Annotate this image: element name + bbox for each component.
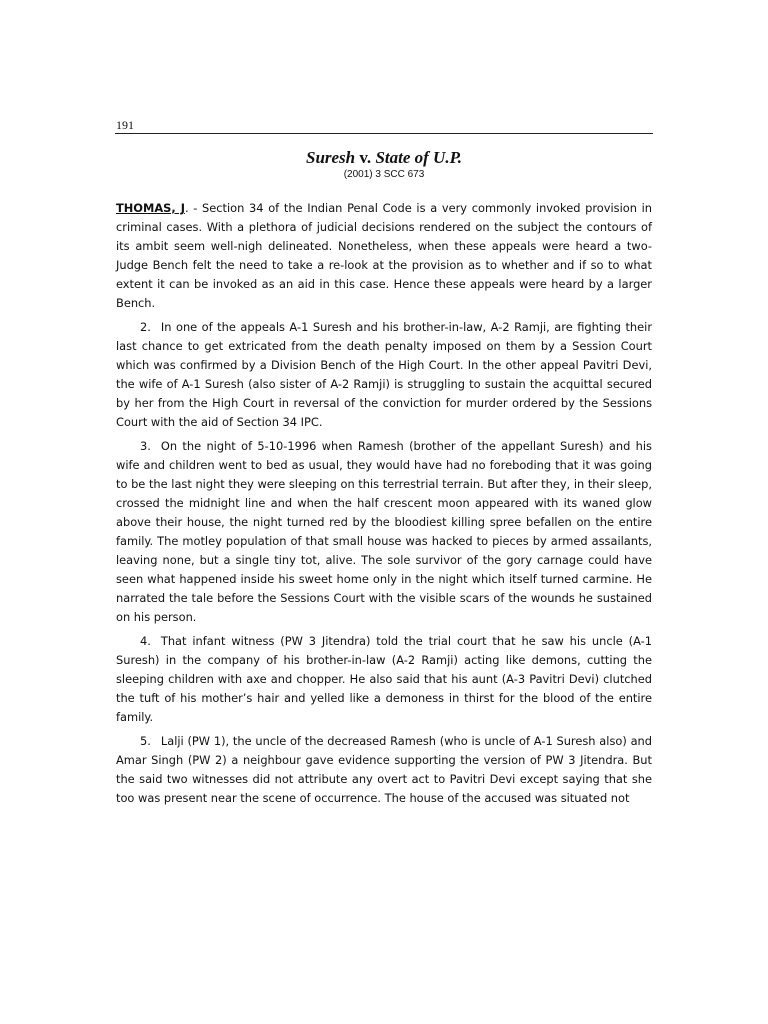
paragraph-text: In one of the appeals A-1 Suresh and his brother-in-law, A-2 Ramji, are fighting their last chance to get extricated from the death penalty imposed on them by a Session Court which was confirmed by a Division Bench of the High Court. In the other appeal Pavitri Devi, the wife of A-1 Suresh (also sister of A-2 Ramji) is struggling to sustain the acquittal secured by her from the High Court in reversal of the conviction for murder ordered by the Sessions Court with the aid of Section 34 IPC. [116, 320, 652, 429]
case-citation: (2001) 3 SCC 673 [343, 169, 425, 180]
case-title [115, 148, 653, 168]
paragraph-4 [116, 632, 652, 727]
paragraph-text: . - Section 34 of the Indian Penal Code is a very commonly invoked provision in criminal cases. With a plethora of judicial decisions rendered on the subject the contours of its ambit seem well-nigh delineated. Nonetheless, when these appeals were heard a two-Judge Bench felt the need to take a re-look at the provision as to whether and if so to what extent it can be invoked as an aid in this case. Hence these appeals were heard by a larger Bench. [116, 201, 652, 310]
paragraph-5 [116, 732, 652, 808]
paragraph-number: 4. [140, 634, 151, 648]
case-title-respondent: State of U.P. [375, 148, 463, 167]
paragraph-text: That infant witness (PW 3 Jitendra) told the trial court that he saw his uncle (A-1 Suresh) in the company of his brother-in-law (A-2 Ramji) acting like demons, cutting the sleeping children with axe and chopper. He also said that his aunt (A-3 Pavitri Devi) clutched the tuft of his mother’s hair and yelled like a demoness in thirst for the blood of the entire family. [116, 634, 652, 724]
paragraph-3 [116, 437, 652, 627]
paragraph-number: 3. [140, 439, 151, 453]
case-title-appellant: Suresh [305, 148, 356, 167]
paragraph-1 [116, 199, 652, 313]
paragraph-number: 5. [140, 734, 151, 748]
paragraph-number: 2. [140, 320, 151, 334]
header-rule [115, 133, 653, 134]
page-number: 191 [116, 118, 134, 132]
case-title-versus: v. [355, 148, 376, 167]
paragraph-text: Lalji (PW 1), the uncle of the decreased Ramesh (who is uncle of A-1 Suresh also) and Amar Singh (PW 2) a neighbour gave evidence supporting the version of PW 3 Jitendra. But the said two witnesses did not attribute any overt act to Pavitri Devi except saying that she too was present near the scene of occurrence. The house of the accused was situated not [116, 734, 652, 805]
paragraph-text: On the night of 5-10-1996 when Ramesh (brother of the appellant Suresh) and his wife and children went to bed as usual, they would have had no foreboding that it was going to be the last night they were sleeping on this terrestrial terrain. But after they, in their sleep, crossed the midnight line and when the half crescent moon appeared with its waned glow above their house, the night turned red by the bloodiest killing spree befallen on the entire family. The motley population of that small house was hacked to pieces by armed assailants, leaving none, but a single tiny tot, alive. The sole survivor of the gory carnage could have seen what happened inside his sweet home only in the night which itself turned carmine. He narrated the tale before the Sessions Court with the visible scars of the wounds he sustained on his person. [116, 439, 652, 624]
judge-name: THOMAS, J [116, 201, 185, 215]
paragraph-2 [116, 318, 652, 432]
judgment-body [116, 199, 652, 813]
